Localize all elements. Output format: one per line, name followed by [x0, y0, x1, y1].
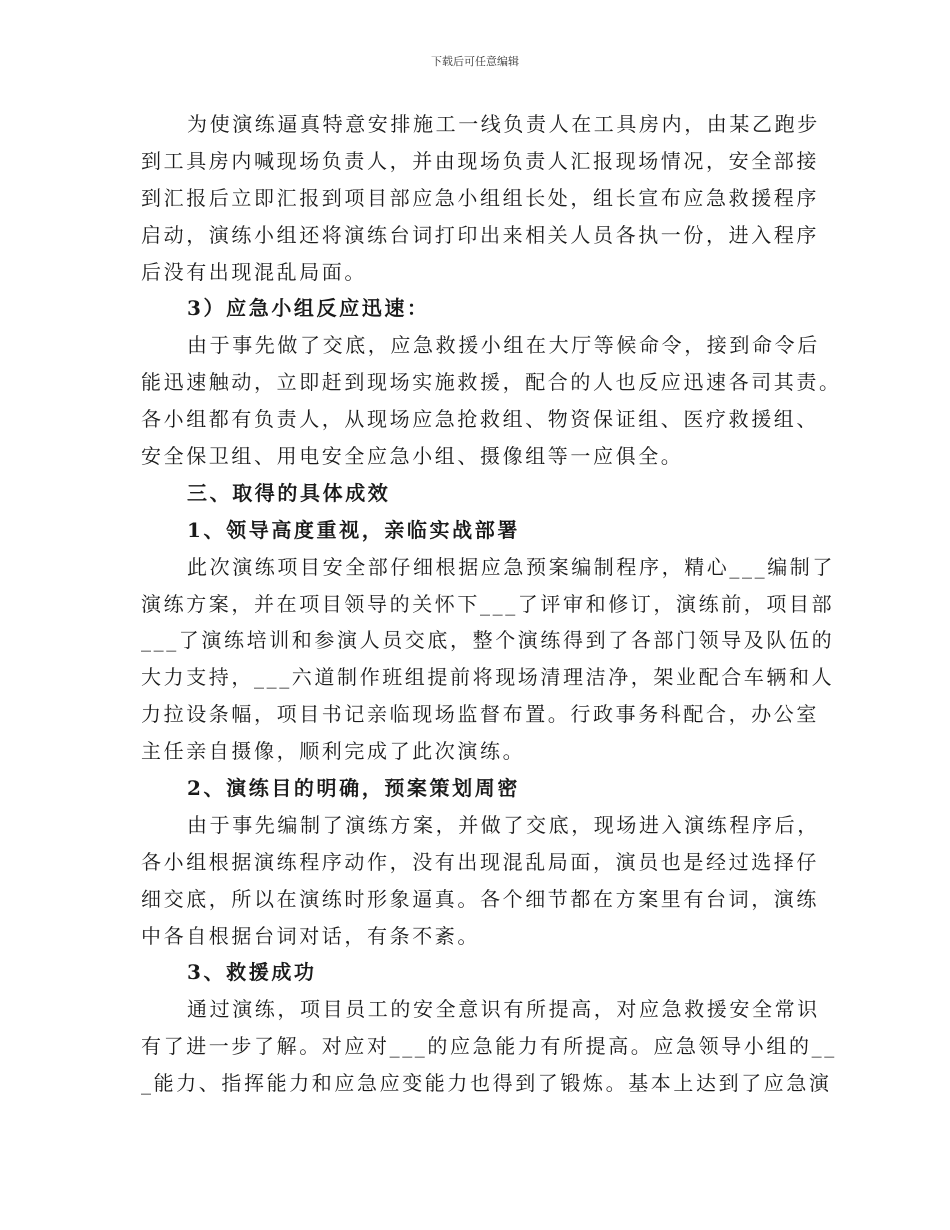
text-line: 由于事先做了交底，应急救援小组在大厅等候命令，接到命令后: [187, 333, 820, 358]
text-line: 演练方案，并在项目领导的关怀下___了评审和修订，演练前，项目部: [141, 591, 835, 616]
text-line: _能力、指挥能力和应急应变能力也得到了锻炼。基本上达到了应急演: [141, 1071, 832, 1096]
text-line: 由于事先编制了演练方案，并做了交底，现场进入演练程序后，: [187, 812, 820, 837]
text-line: 各小组根据演练程序动作，没有出现混乱局面，演员也是经过选择仔: [141, 849, 819, 874]
text-line: ___了演练培训和参演人员交底，整个演练得到了各部门领导及队伍的: [141, 628, 835, 653]
text-line: 通过演练，项目员工的安全意识有所提高，对应急救援安全常识: [187, 997, 820, 1022]
text-line: 中各自根据台词对话，有条不紊。: [141, 923, 480, 948]
section-heading: 3、救援成功: [187, 960, 317, 985]
text-line: 到汇报后立即汇报到项目部应急小组组长处，组长宣布应急救援程序: [141, 185, 819, 210]
text-line: 安全保卫组、用电安全应急小组、摄像组等一应俱全。: [141, 444, 684, 469]
text-line: 能迅速触动，立即赶到现场实施救援，配合的人也反应迅速各司其责。: [141, 370, 842, 395]
text-line: 到工具房内喊现场负责人，并由现场负责人汇报现场情况，安全部接: [141, 148, 819, 173]
text-line: 各小组都有负责人，从现场应急抢救组、物资保证组、医疗救援组、: [141, 407, 819, 432]
section-heading: 3）应急小组反应迅速：: [187, 296, 430, 321]
text-line: 为使演练逼真特意安排施工一线负责人在工具房内，由某乙跑步: [187, 112, 820, 136]
text-line: 细交底，所以在演练时形象逼真。各个细节都在方案里有台词，演练: [141, 886, 819, 911]
document-body: [141, 106, 842, 1102]
text-line: 后没有出现混乱局面。: [141, 259, 367, 284]
section-heading: 2、演练目的明确，预案策划周密: [187, 776, 520, 801]
text-line: 大力支持，___六道制作班组提前将现场清理洁净，架业配合车辆和人: [141, 665, 835, 690]
section-heading: 三、取得的具体成效: [187, 480, 391, 505]
text-line: 有了进一步了解。对应对___的应急能力有所提高。应急领导小组的__: [141, 1034, 837, 1059]
text-line: 此次演练项目安全部仔细根据应急预案编制程序，精心___编制了: [187, 554, 835, 579]
text-line: 力拉设条幅，项目书记亲临现场监督布置。行政事务科配合，办公室: [141, 702, 819, 727]
section-heading: 1、领导高度重视，亲临实战部署: [187, 517, 520, 542]
text-line: 主任亲自摄像，顺利完成了此次演练。: [141, 739, 526, 764]
page-header: 下载后可任意编辑: [431, 55, 519, 68]
text-line: 启动，演练小组还将演练台词打印出来相关人员各执一份，进入程序: [141, 222, 819, 247]
